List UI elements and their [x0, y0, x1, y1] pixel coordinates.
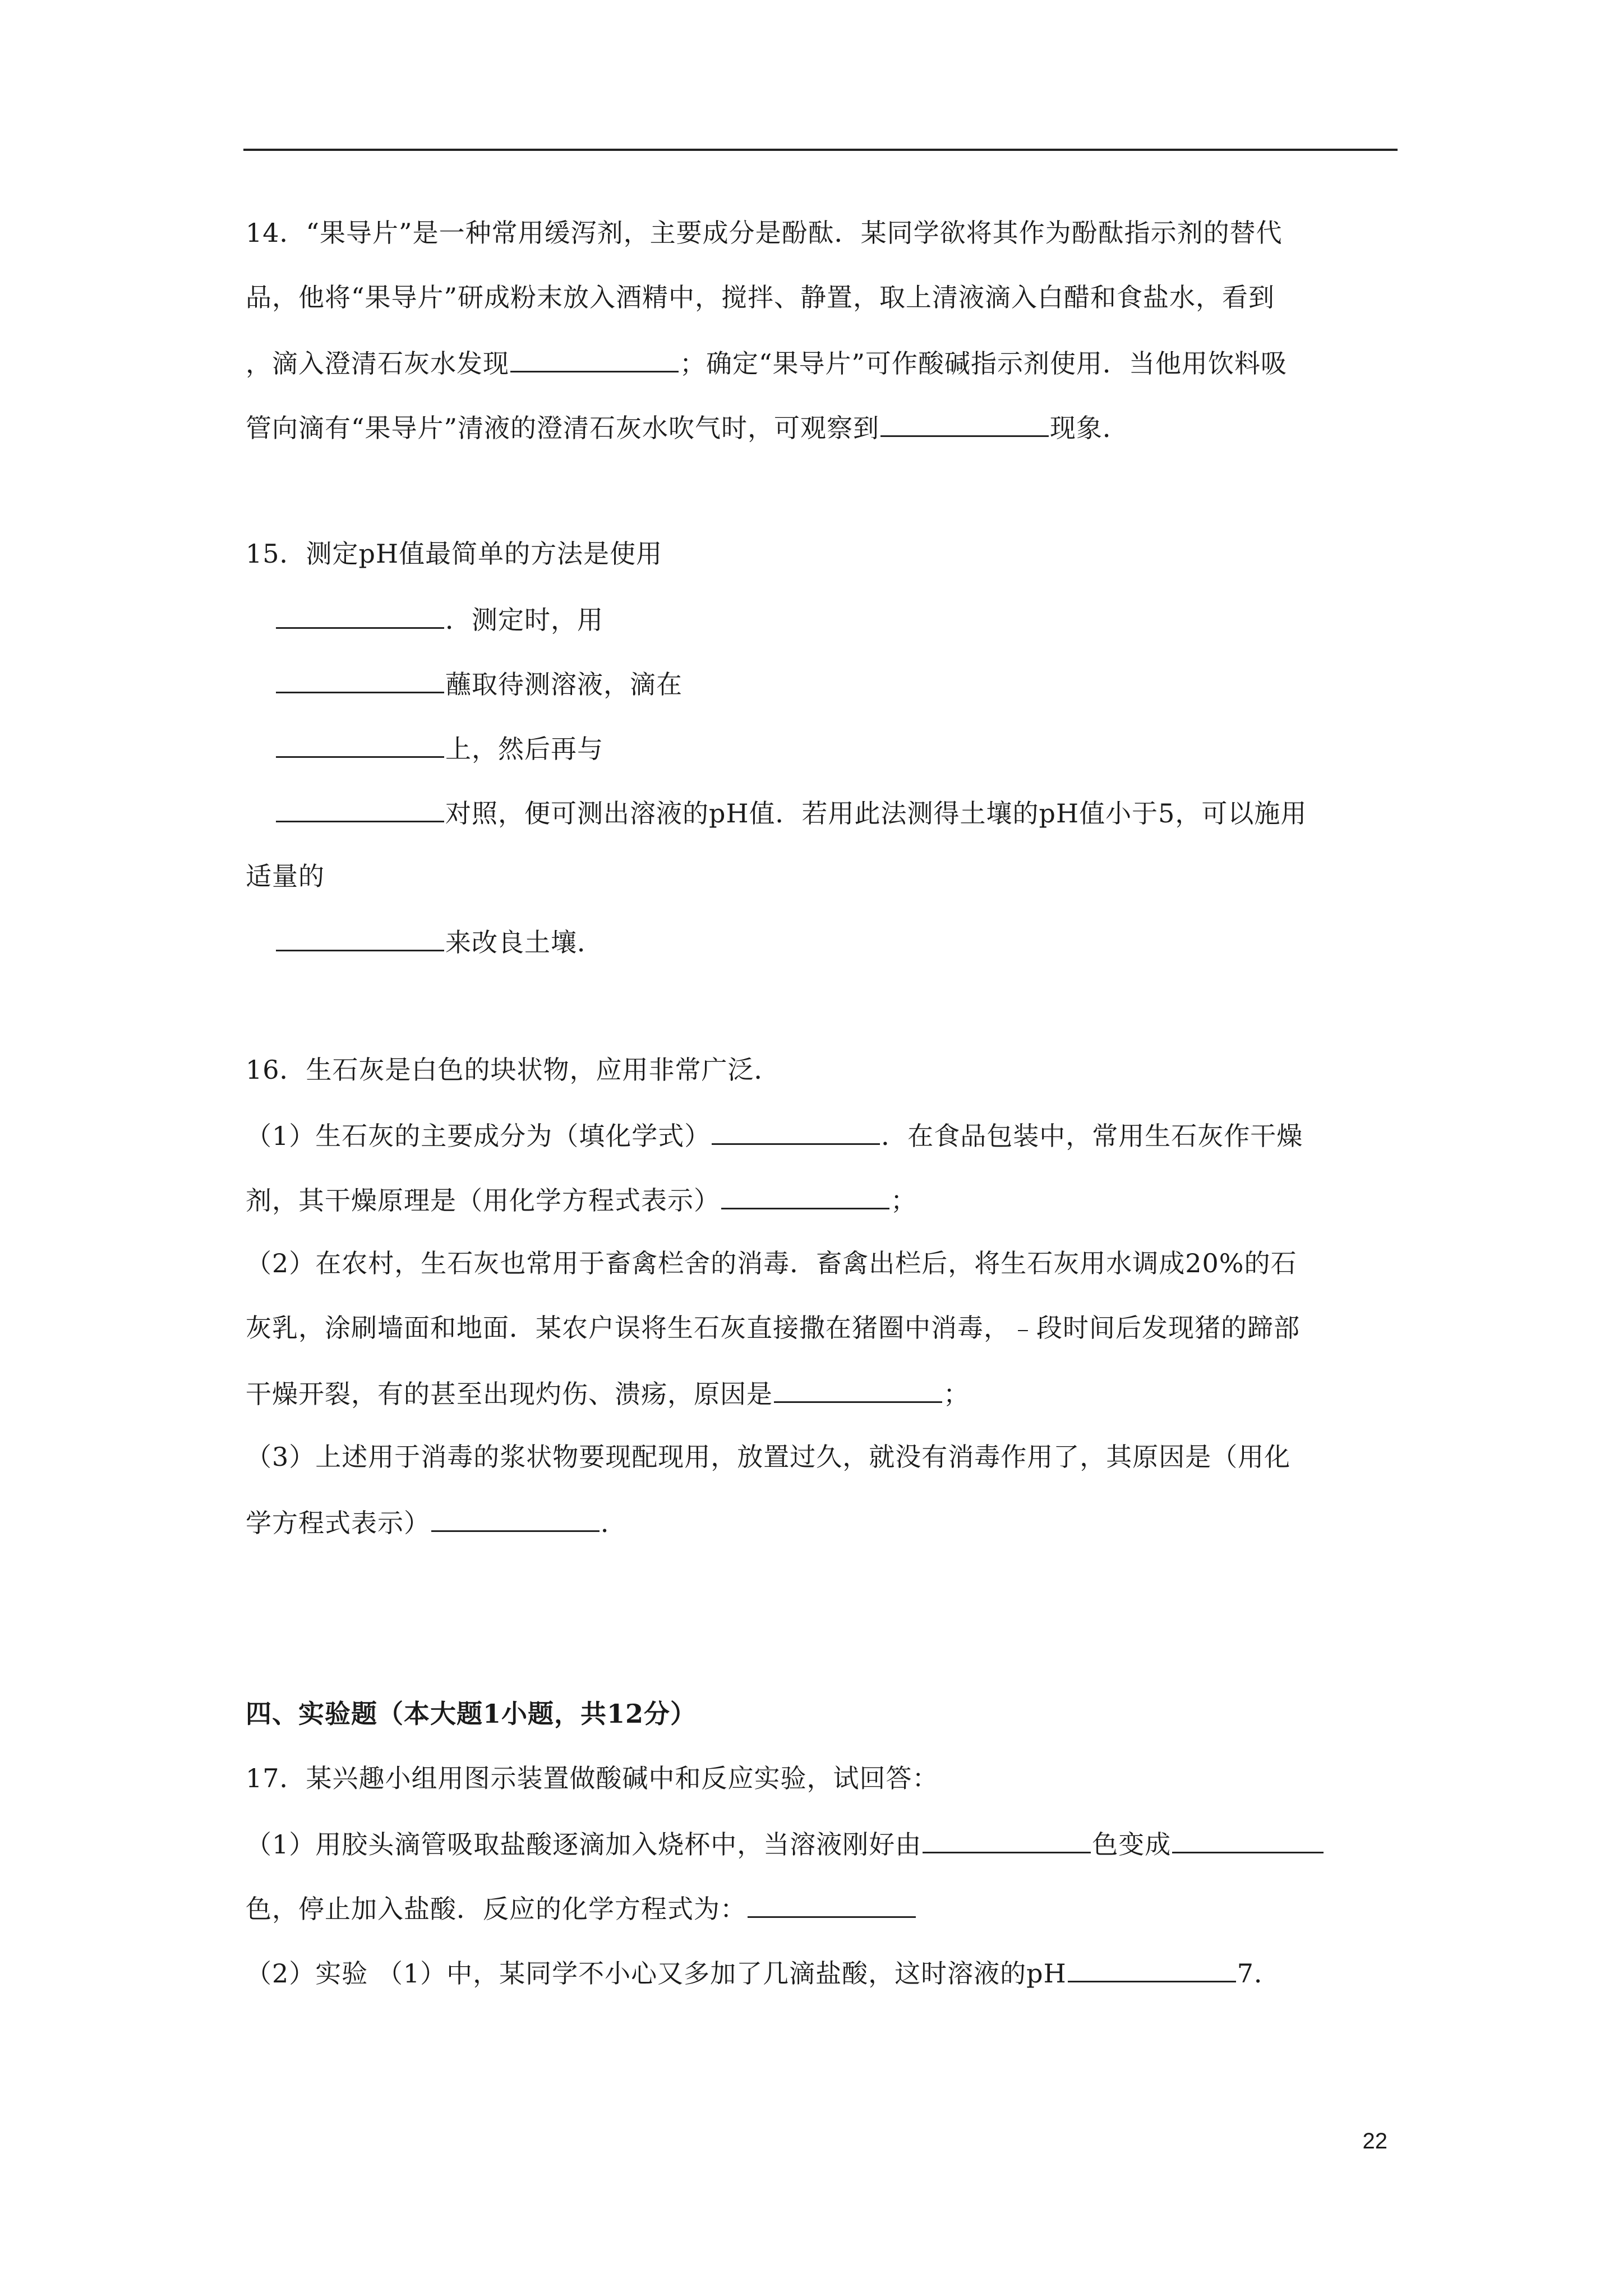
q14-line-4: 管向滴有“果导片”清液的澄清石灰水吹气时，可观察到 现象．: [246, 409, 1129, 445]
answer-blank[interactable]: [748, 1890, 916, 1918]
q14-line-1: 14．“果导片”是一种常用缓泻剂，主要成分是酚酞．某同学欲将其作为酚酞指示剂的替代: [246, 218, 1283, 248]
answer-blank[interactable]: [1172, 1826, 1324, 1853]
answer-blank[interactable]: [276, 730, 444, 758]
q16-line-7: （3）上述用于消毒的浆状物要现配现用，放置过久，就没有消毒作用了，其原因是（用化: [246, 1442, 1291, 1472]
answer-blank[interactable]: [276, 924, 444, 951]
answer-blank[interactable]: [774, 1375, 942, 1403]
answer-blank[interactable]: [1068, 1955, 1236, 1982]
section-4-heading: 四、实验题（本大题1小题，共12分）: [246, 1699, 697, 1729]
answer-blank[interactable]: [276, 601, 444, 629]
header-rule: [243, 149, 1398, 151]
q16-line-8: 学方程式表示） ．: [246, 1504, 627, 1540]
answer-blank[interactable]: [431, 1504, 600, 1532]
q15-line-3: 蘸取待测溶液，滴在: [275, 666, 683, 701]
answer-blank[interactable]: [276, 666, 444, 693]
answer-blank[interactable]: [880, 409, 1049, 437]
answer-blank[interactable]: [923, 1826, 1091, 1853]
q16-line-1: 16．生石灰是白色的块状物，应用非常广泛．: [246, 1055, 781, 1085]
q17-line-2: （1）用胶头滴管吸取盐酸逐滴加入烧杯中，当溶液刚好由 色变成: [246, 1826, 1325, 1861]
q17-line-3: 色，停止加入盐酸．反应的化学方程式为：: [246, 1890, 917, 1926]
q16-line-3: 剂，其干燥原理是（用化学方程式表示） ；: [246, 1182, 917, 1217]
answer-blank[interactable]: [721, 1182, 889, 1209]
q15-line-2: ．测定时，用: [275, 601, 603, 637]
q15-line-6: 适量的: [246, 861, 325, 891]
q16-line-2: （1）生石灰的主要成分为（填化学式） ．在食品包装中，常用生石灰作干燥: [246, 1117, 1303, 1153]
q16-line-4: （2）在农村，生石灰也常用于畜禽栏舍的消毒．畜禽出栏后，将生石灰用水调成20%的石: [246, 1248, 1297, 1278]
q15-line-5: 对照，便可测出溶液的pH值．若用此法测得土壤的pH值小于5，可以施用: [275, 795, 1307, 830]
page-number: 22: [1362, 2129, 1387, 2154]
answer-blank[interactable]: [276, 795, 444, 822]
q16-line-5: 灰乳，涂刷墙面和地面．某农户误将生石灰直接撒在猪圈中消毒，﹣段时间后发现猪的蹄部: [246, 1313, 1300, 1343]
q14-line-2: 品，他将“果导片”研成粉末放入酒精中，搅拌、静置，取上清液滴入白醋和食盐水，看到: [246, 282, 1275, 312]
answer-blank[interactable]: [712, 1117, 880, 1145]
q17-line-1: 17．某兴趣小组用图示装置做酸碱中和反应实验，试回答：: [246, 1763, 939, 1793]
answer-blank[interactable]: [510, 345, 679, 372]
q15-line-4: 上，然后再与: [275, 730, 603, 766]
q15-line-7: 来改良土壤．: [275, 924, 603, 959]
q15-line-1: 15．测定pH值最简单的方法是使用: [246, 539, 663, 569]
q17-line-4: （2）实验 （1）中，某同学不小心又多加了几滴盐酸，这时溶液的pH 7．: [246, 1955, 1280, 1990]
q16-line-6: 干燥开裂，有的甚至出现灼伤、溃疡，原因是 ；: [246, 1375, 970, 1411]
q14-line-3: ，滴入澄清石灰水发现 ；确定“果导片”可作酸碱指示剂使用．当他用饮料吸: [246, 345, 1287, 380]
